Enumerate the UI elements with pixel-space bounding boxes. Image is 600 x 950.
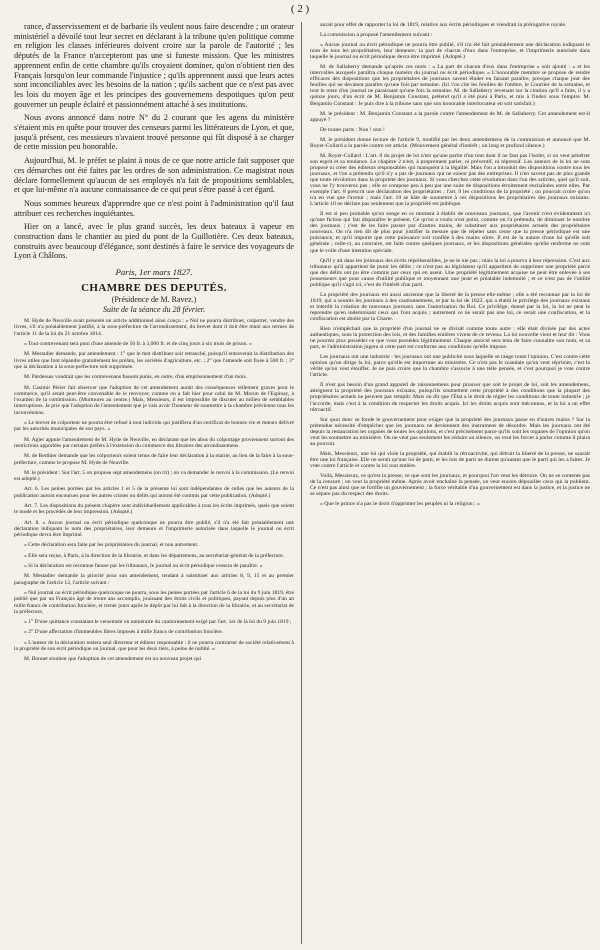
intro-paragraph: Hier on a lancé, avec le plus grand succès, les deux bateaux à vapeur en construction dans le chantier au pied du pont de la Guillotière. Ces deux bateaux, construits avec beaucoup d'élégance, sont destinés à faire le service des voyageurs de Lyon à Châlons. <box>14 222 294 261</box>
intro-paragraph: Aujourd'hui, M. le préfet se plaint à nous de ce que notre article fait supposer que ces démarches ont été faites par les ordres de son administration. Ce magistrat nous déclare formellement qu'aucun de ses employés n'a fait de propositions semblables, et que lui-même n'a aucune connaissance de ce qui peut s'être passé à cet égard. <box>14 156 294 195</box>
debate-paragraph: « Si la déclaration est reconnue fausse par les tribunaux, le journal ou écrit périodique cessera de paraître. » <box>24 563 263 570</box>
right-paragraph: Mais, Messieurs, une loi qui viole la propriété, qui établit la rétroactivité, qui détruit la liberté de la presse, ne saurait être une loi française. Elle ne serait qu'une loi de parti, et les lois de parti ne durent qu'autant que le parti qui les a faites. Je vote contre l'article et contre la loi tout entière. <box>310 450 590 469</box>
debate-paragraph: M. Agier appuie l'amendement de M. Hyde de Neuville, en déclarant que les abus du colportage proviennent surtout des restrictions apportées par certains préfets à l'extension du commerce des libraires des arrondissemens. <box>14 436 294 449</box>
debate-paragraph: « L'auteur de la déclaration restera seul directeur et éditeur responsable : il ne pourra contracter de société relativement à la propriété de son écrit périodique ou journal, que pour les deux tiers, à peine de nullité. » <box>14 639 294 653</box>
right-paragraph: aurait pour effet de rapporter la loi de 1819, relative aux écrits périodiques et viendrait la prérogative royale. <box>320 22 567 28</box>
debate-paragraph: « 1° D'une quittance constatant le versement en numéraire du cautionnement exigé par l'art. 1er de la loi du 9 juin 1819 ; <box>24 619 292 626</box>
right-paragraph: M. le président donne lecture de l'article 9, modifié par les deux amendemens de la commission et annoncé que M. Royer-Collard a la parole contre cet article. (Mouvement général d'intérêt ; un long et profond silence.) <box>310 136 590 149</box>
intro-paragraph: Nous sommes heureux d'apprendre que ce n'est point à l'administration qu'il faut attribuer ces recherches inquiétantes. <box>14 198 294 218</box>
debate-paragraph: « Tout contrevenant sera puni d'une amende de 50 fr. à 3,000 fr. et de cinq jours à six mois de prison. » <box>24 341 252 348</box>
right-paragraph: La commission a proposé l'amendement suivant : <box>320 32 433 39</box>
section-heading: CHAMBRE DES DEPUTÉS. <box>81 282 227 295</box>
page-number: ( 2 ) <box>290 3 310 15</box>
columns <box>14 22 590 944</box>
right-paragraph: La propriété des journaux est aussi ancienne que la liberté de la presse elle-même ; elle a été reconnue par la loi de 1819, qui a soumis les journaux à des cautionnemens, et par la loi de 1822, qui a établi le privilège des journaux existans et interdit la création de nouveaux journaux sans l'autorisation du Roi. Ce privilège, donné par la loi, la loi ne peut le reprendre qu'en indemnisant ceux qui l'ont acquis ; autrement ce ne serait pas une loi, ce serait une confiscation, et la confiscation est abolie par la Charte. <box>310 291 590 322</box>
debate-body <box>14 318 294 662</box>
intro-paragraph: rance, d'asservissement et de barbarie ils veulent nous faire descendre ; un orateur ministériel a dévoilé tout leur secret en déclarant à la tribune qu'en politique comme en religion les classes inférieures doivent croire sur la parole de l'autorité ; les députés de la France n'accepteront pas une si funeste mission. Que les ministres apprennent enfin de cette chambre qu'ils croyaient dominer, qu'on n'obtient rien des Français lorsqu'on leur commande l'injustice ; qu'ils apprennent aussi que leurs actes sont inconciliables avec les besoins de la nation ; qu'ils sachent que ce n'est pas avec les lois du moyen âge et les principes des gouvernemens despotiques qu'on peut gouverner un peuple éclairé et passionnément attaché à ses institutions. <box>14 22 294 109</box>
debate-paragraph: Art. 6. Les peines portées par les articles 1 et 5 de la présente loi sont indépendantes de celles que les auteurs de la publication auront encourues pour les autres crimes ou délits qui auront été commis par cette publication. (Adopté.) <box>14 486 294 499</box>
debate-paragraph: Art. 8. « Aucun journal ou écrit périodique quelconque ne pourra être publié, s'il n'a été fait préalablement une déclaration indiquant le nom des propriétaires, leur demeure et l'imprimerie autorisée dans laquelle le journal ou écrit périodique devra être imprimé. <box>14 519 294 539</box>
right-paragraph: Les journaux ont une industrie : les journaux ont une publicité sous laquelle se range toute l'opinion. C'est contre cette opinion qu'on dirige la loi, parce qu'elle est importune au ministère. Ce n'est pas le scandale qu'on veut réprimer, c'est la vérité qu'on veut étouffer. Je ne puis croire que la chambre s'associe à une telle pensée, et c'est pourquoi je vote contre l'article. <box>310 354 590 379</box>
right-paragraph: M. Royer-Collard : L'art. 8 du projet de loi n'est qu'une partie d'un tout dont il ne faut pas l'isoler, si on veut pénétrer son esprit et sa tendance. Le chapitre 2 n'est, à proprement parler, ni préventif, ni répressif. Les auteurs de la loi ne sont proposé ni créer des éditeurs responsables qui manquent à la légalité. Mais l'on a introduit des dispositions contre tous les journaux, et l'on a prétendu qu'il n'y a pas de journaux qui ne soient pas des entreprises. Il n'en savent pas de plus grande que toute révolution dans la propriété des journaux. Si vous cherchez cette révolution dans l'un des articles, quel qu'il soit, vous ne l'y trouverez pas ; elle se compose peu à peu par une suite de dispositions étroitement enchaînées entre elles. Par exemple l'art. 8 prescrit une déclaration des propriétaires ; l'art. 9 les conditions de la propriété ; on pourrait croire qu'on n'a en vue que l'avenir ; mais l'art. 10 se hâte de soumettre à ces dispositions les propriétaires des journaux existans. L'article 10 ne déclare pas seulement que la propriété est publique. <box>310 152 590 208</box>
presidency-line: (Présidence de M. Ravez.) <box>111 295 197 305</box>
divider <box>129 278 179 279</box>
right-paragraph: M. de Sallaberry demande qu'après ces mots : « La part de chacun d'eux dans l'entreprise » soit ajouté : « et les intervalles auxquels paraîtra chaque numéro du journal ou écrit périodique. » L'honorable membre se propose de rendre efficaces des dispositions que les propriétaires de journaux savent éluder en faisant paraître, presque chaque jour des feuilles qui ne devaient paraître qu'une fois par semaine. (Ici l'on cite les feuilles de l'ombre, le Courrier de la semaine, et tout le reste d'un journal ne paraissant qu'une fois la semaine. M. de Sallaberry revenant sur la citation qu'il a faite, il y a quinze jours, d'un écrit de M. Benjamin Constant, prétend qu'il a été puni à Paris, et mis à l'index sous l'empire. M. Benjamin Constant : Je puis dire à la tribune sans que son honorable interlocuteur en soit satisfait.) <box>310 64 590 107</box>
right-paragraph: M. le président : M. Benjamin Constant a la parole contre l'amendement de M. de Sallaberry. Cet amendement est-il appuyé ? <box>310 110 590 123</box>
intro-paragraph: Nous avons annoncé dans notre N° du 2 courant que les agens du ministère s'étaient mis en quête pour trouver des censeurs parmi les littérateurs de Lyon, et que, jusqu'à présent, ces messieurs n'avaient trouvé personne qui fût disposé à se charger de cette mission peu honorable. <box>14 113 294 152</box>
debate-paragraph: M. Mestadier demande, par amendement : 1° que le mot distribuer soit retranché, puisqu'il entraverait la distribution des livres utiles que font répandre gratuitement les prélats, les sociétés d'agriculture, etc. ; 2° que l'amende soit fixée à 500 fr. ; 3° que la déclaration à la sous-préfecture soit supprimée. <box>14 351 294 370</box>
debate-paragraph: « Cette déclaration sera faite par les propriétaires du journal, et non autrement. <box>24 542 199 549</box>
debate-paragraph: M. Hyde de Neuville avait présenté un article additionnel ainsi conçu : « Nul ne pourra distribuer, colporter, vendre des livres, s'il n'a préalablement justifié, à la sous-préfecture de l'arrondissement, du brevet dont il doit être muni aux termes de l'article 11 de la loi du 21 octobre 1814. <box>14 318 294 337</box>
debate-paragraph: M. Pardessus voudrait que les contrevenans fussent punis, en outre, d'un emprisonnement d'un mois. <box>24 374 248 381</box>
left-column <box>14 22 302 944</box>
debate-paragraph: M. Mestadier demande la priorité pour son amendement, tendant à substituer aux articles 8, 9, 15 et au premier paragraphe de l'article 12, l'article suivant : <box>14 573 294 586</box>
session-line: Suite de la séance du 28 février. <box>103 305 205 315</box>
right-paragraph: Sur quoi donc se fonde le gouvernement pour exiger que la propriété des journaux passe en d'autres mains ? Sur la prétendue nécessité d'empêcher que les journaux ne deviennent des instrumens de désordre. Mais les journaux ont été depuis la restauration les organes de toutes les opinions, et c'est précisément parce qu'ils sont les organes de l'opinion qu'on veut les soumettre au ministère. On ne veut pas seulement les réduire au silence, on veut les forcer à parler comme il plaira au pouvoir. <box>310 416 590 447</box>
intro-section <box>14 22 294 261</box>
right-paragraph: Voilà, Messieurs, ce qu'est la presse, ce que sont les journaux, et pourquoi l'on veut les détruire. On ne se contente pas de la censure ; on veut la propriété même. Après avoir enchaîné la pensée, on veut encore dépouiller ceux qui la publient. Ce n'est pas ainsi que se fortifie un gouvernement ; la force véritable d'un gouvernement est dans la justice, et la justice ne se sépare pas du respect des droits. <box>310 473 590 498</box>
right-column <box>310 22 590 944</box>
debate-paragraph: M. Bonnet soutient que l'adoption de cet amendement est un nouveau projet qui <box>24 656 202 663</box>
right-paragraph: « Aucun journal ou écrit périodique ne pourra être publié, s'il n'a été fait préalablement une déclaration indiquant le nom de tous les propriétaires, leur demeure, la part de chacun d'eux dans l'entreprise, et l'imprimerie autorisée dans laquelle le journal ou écrit périodique devra être imprimé. (Adopté.) <box>310 42 590 61</box>
right-paragraph: Qu'il y ait dans les journaux des écrits répréhensibles, je ne le nie pas ; mais la loi a pourvu à leur répression. C'est aux tribunaux qu'il appartient de punir les délits ; ce n'est pas au législateur qu'il appartient de supprimer une propriété parce que des délits ont pu être commis par ceux qui en usent. Une propriété légitimement acquise ne peut être enlevée à ses possesseurs que pour cause d'utilité publique et moyennant une juste et préalable indemnité ; et ce n'est pas de l'utilité publique qu'il s'agit ici, c'est de l'intérêt d'un parti. <box>310 257 590 288</box>
debate-paragraph: M. le président : Sur l'art. 5 on propose sept amendemens (on rit) ; on va demander le renvoi à la commission. (Le renvoi est adopté.) <box>14 469 294 483</box>
debate-paragraph: Art. 7. Les dispositions du présent chapitre sont individuellement applicables à tous les écrits imprimés, quels que soient le mode et les procédés de leur impression. (Adopté.) <box>14 503 294 516</box>
dateline: Paris, 1er mars 1827. <box>115 267 193 278</box>
debate-paragraph: « 2° D'une affectation d'immeubles libres imposés à mille francs de contribution foncière. <box>24 629 223 636</box>
right-paragraph: De toutes parts : Non ! non ! <box>320 126 385 133</box>
debate-paragraph: M. de Berthier demande que les colporteurs soient tenus de faire leur déclaration à la mairie, au lieu de la faire à la sous-préfecture, comme le propose M. Hyde de Neuville. <box>14 453 294 466</box>
debate-paragraph: « Elle sera reçue, à Paris, à la direction de la librairie, et dans les départemens, au secrétariat-général de la préfecture. <box>24 552 285 559</box>
right-paragraph: « Que le prince n'a pas le droit d'opprimer les peuples ni la religion ; » <box>320 501 480 508</box>
right-paragraph: Il est si peu probable qu'on songe en ce moment à établir de nouveaux journaux, que l'avenir n'est évidemment ici qu'une fiction qui fait disparaître le présent. Ce qu'on a voulu n'est point, comme on l'a prétendu, de diminuer le nombre des journaux ; c'est de les faire passer par d'autres mains, de substituer aux propriétaires actuels des propriétaires nouveaux. On n'a rien dit de plus pour justifier la mesure que de répéter sans cesse que la presse périodique est une puissance, et qu'il importe que cette puissance soit confiée à des mains sûres. Il est de la nature d'une loi qu'elle soit générale ; celle-ci, au contraire, est faite contre quelques journaux, et les dispositions générales qu'elle renferme ne sont que le voile d'une intention spéciale. <box>310 211 590 254</box>
debate-paragraph: M. Casimir Périer fait observer que l'adoption de cet amendement aurait des conséquences tellement graves pour le commerce, qu'il serait peut-être convenable de le renvoyer, comme on a fait hier pour celui de M. Moron de l'Espinay, à l'examen de la commission. (Murmures au centre.) Mais, Messieurs, il est impossible de discuter au milieu de semblables interruptions. Je prie que l'adoption de l'amendement que je vais avoir l'honneur de soumettre à la chambre prévienne tous les inconvéniens. <box>14 384 294 416</box>
debate-paragraph: « Le brevet de colporteur ne pourra être refusé à tout individu qui justifiera d'un certificat de bonnes vie et mœurs délivré par les autorités municipales de son pays. » <box>14 420 294 433</box>
debate-paragraph: « Nul journal ou écrit périodique quelconque ne pourra, sous les peines portées par l'article 6 de la loi du 9 juin 1819, être publié que par un Français âgé de trente ans accomplis, jouissant des droits civils et politiques, payant depuis plus d'un an mille francs de contribution foncière, et trente jours après le dépôt par lui fait à la direction de la librairie, et au secrétariat de la préfecture, <box>14 589 294 615</box>
right-paragraph: Il n'est pas besoin d'un grand appareil de raisonnemens pour prouver que soit le projet de loi, soit les amendemens, atteignent la propriété des journaux existans, puisqu'ils soumettent cette propriété à des conditions que la plupart des propriétaires actuels ne peuvent pas remplir. Mais on dit que l'État a le droit de régler les conditions de toute industrie ; je l'accorde, mais c'est à la condition de respecter les droits acquis. Ici les droits acquis sont méconnus, et la loi a un effet rétroactif. <box>310 382 590 413</box>
right-paragraph: Rien n'empêchait que la propriété d'un journal ne se divisât comme toute autre ; elle était divisée par des actes authentiques, sous la protection des lois, et des familles entières vivent de ce revenu. La loi nouvelle vient et leur dit : Vous ne pourrez plus posséder ce que vous possédez légitimement. Chaque associé sera tenu de faire connaître son nom, et sa part, et l'administration jugera si cette part est conforme aux conditions qu'elle impose. <box>310 326 590 351</box>
